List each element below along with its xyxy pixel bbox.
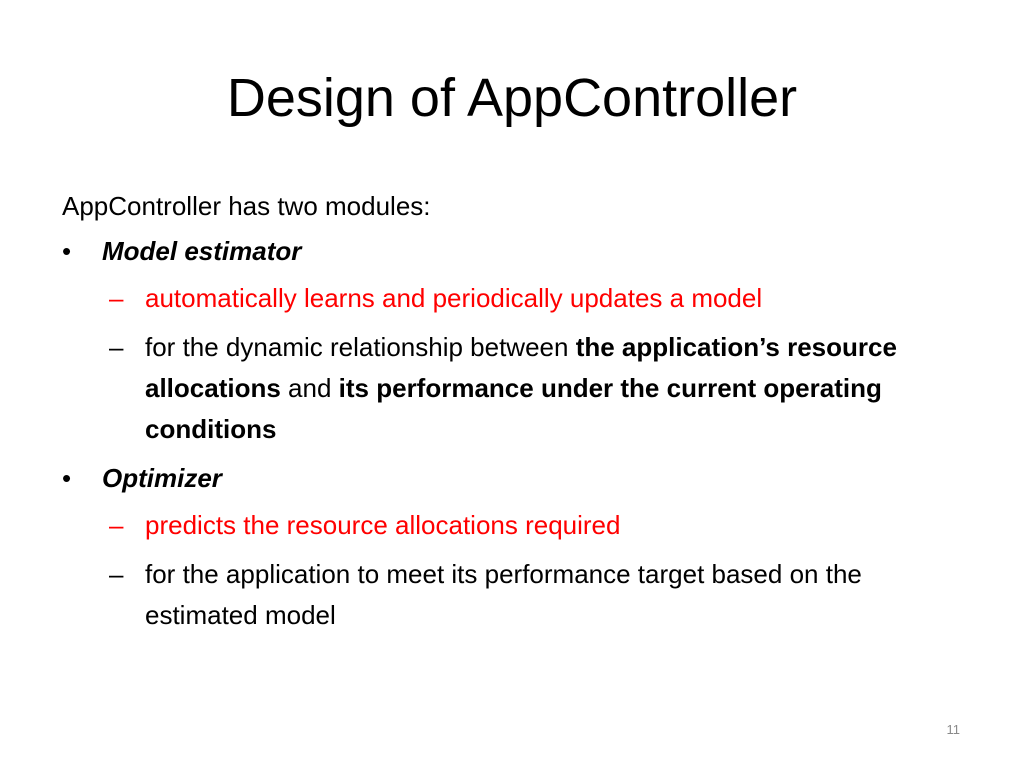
slide-title: Design of AppController <box>226 68 798 128</box>
dash-marker: – <box>109 332 124 362</box>
intro-text: AppController has two modules: <box>62 191 431 221</box>
slide-body <box>62 186 962 644</box>
sub-item <box>62 505 962 546</box>
bullet-marker: • <box>62 236 72 266</box>
bullet-optimizer <box>62 458 962 499</box>
sub-item-text: and <box>280 373 339 403</box>
sub-item-bold-text: its performance under the current operating conditions <box>145 373 882 444</box>
sub-item <box>62 327 962 450</box>
bullet-heading: Model estimator <box>102 236 302 266</box>
page-number: 11 <box>946 722 960 737</box>
bullet-marker: • <box>62 463 72 493</box>
sub-item-text: automatically learns and periodically updates a model <box>145 283 763 313</box>
sub-item <box>62 278 962 319</box>
bullet-heading: Optimizer <box>102 463 222 493</box>
dash-marker: – <box>109 510 124 540</box>
sub-item <box>62 554 962 636</box>
sub-item-text: for the application to meet its performance target based on the estimated model <box>145 559 862 630</box>
dash-marker: – <box>109 559 124 589</box>
sub-item-text: for the dynamic relationship between <box>145 332 576 362</box>
dash-marker: – <box>109 283 124 313</box>
sub-item-bold-text: the application’s resource allocations <box>145 332 897 403</box>
sub-item-text: predicts the resource allocations required <box>145 510 621 540</box>
bullet-model-estimator <box>62 231 962 272</box>
